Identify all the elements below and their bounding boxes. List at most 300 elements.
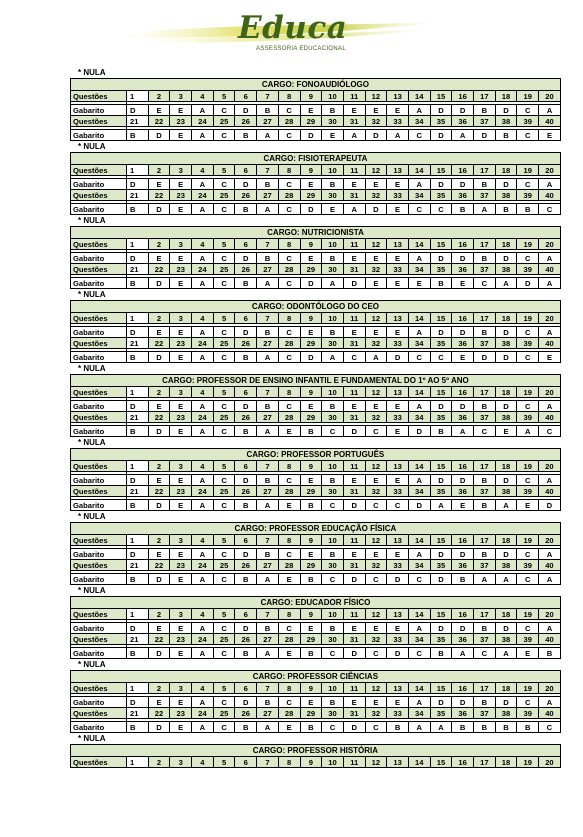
- answer-letter: A: [539, 401, 561, 412]
- answer-letter: A: [539, 278, 561, 289]
- answer-letter: C: [517, 574, 539, 585]
- answer-letter: E: [539, 130, 561, 141]
- question-number: 18: [495, 535, 517, 546]
- answers-row: [71, 623, 561, 634]
- answer-letter: C: [322, 722, 344, 733]
- answer-letter: A: [408, 722, 430, 733]
- answer-letter: A: [192, 401, 214, 412]
- question-number: 31: [343, 560, 365, 571]
- question-number: 22: [148, 634, 170, 645]
- question-number: 29: [300, 486, 322, 497]
- question-number: 13: [387, 313, 409, 324]
- question-number: 20: [539, 683, 561, 694]
- answer-letter: B: [257, 697, 279, 708]
- question-number: 10: [322, 239, 344, 250]
- answer-letter: A: [408, 475, 430, 486]
- answer-letter: E: [300, 697, 322, 708]
- question-number: 39: [517, 264, 539, 275]
- question-number: 14: [408, 165, 430, 176]
- question-number: 9: [300, 683, 322, 694]
- gabarito-label: Gabarito: [71, 500, 127, 511]
- answer-letter: A: [408, 549, 430, 560]
- question-number: 6: [235, 239, 257, 250]
- question-number: 20: [539, 91, 561, 102]
- answer-letter: D: [452, 475, 474, 486]
- question-number: 23: [170, 264, 192, 275]
- question-number: 11: [343, 165, 365, 176]
- answer-letter: E: [278, 722, 300, 733]
- question-number: 10: [322, 683, 344, 694]
- question-number: 16: [452, 461, 474, 472]
- answer-letter: C: [517, 549, 539, 560]
- question-number: 15: [430, 239, 452, 250]
- question-number: 20: [539, 461, 561, 472]
- question-number: 12: [365, 387, 387, 398]
- question-number: 22: [148, 116, 170, 127]
- question-number: 33: [387, 708, 409, 719]
- question-number: 6: [235, 387, 257, 398]
- answer-letter: E: [365, 549, 387, 560]
- answers-row: [71, 648, 561, 659]
- question-number: 14: [408, 239, 430, 250]
- question-number: 25: [213, 708, 235, 719]
- question-number: 37: [474, 412, 496, 423]
- gabarito-label: Gabarito: [71, 204, 127, 215]
- answer-letter: E: [300, 623, 322, 634]
- answer-letter: E: [170, 130, 192, 141]
- question-number: 12: [365, 165, 387, 176]
- answer-letter: C: [213, 475, 235, 486]
- question-number: 23: [170, 338, 192, 349]
- answer-letter: C: [213, 401, 235, 412]
- question-number: 19: [517, 91, 539, 102]
- question-number: 35: [430, 708, 452, 719]
- answer-letter: A: [192, 475, 214, 486]
- answer-letter: D: [452, 179, 474, 190]
- nula-note: * NULA: [78, 68, 106, 77]
- question-number: 9: [300, 91, 322, 102]
- answer-letter: D: [343, 574, 365, 585]
- question-number: 27: [257, 486, 279, 497]
- answer-key-table: [70, 300, 561, 363]
- question-number: 34: [408, 560, 430, 571]
- question-number: 24: [192, 486, 214, 497]
- section-title: CARGO: PROFESSOR HISTÓRIA: [71, 745, 561, 757]
- question-number: 19: [517, 387, 539, 398]
- question-number: 33: [387, 190, 409, 201]
- answer-letter: D: [235, 105, 257, 116]
- nula-note: * NULA: [78, 660, 106, 669]
- questions-row: [71, 116, 561, 127]
- answer-letter: B: [495, 722, 517, 733]
- question-number: 4: [192, 461, 214, 472]
- answer-letter: E: [148, 327, 170, 338]
- answer-letter: B: [322, 253, 344, 264]
- answer-letter: A: [387, 130, 409, 141]
- gabarito-label: Gabarito: [71, 549, 127, 560]
- question-number: 20: [539, 387, 561, 398]
- answer-letter: D: [235, 253, 257, 264]
- answer-letter: A: [192, 549, 214, 560]
- answer-letter: A: [257, 648, 279, 659]
- question-number: 39: [517, 190, 539, 201]
- answer-letter: D: [495, 623, 517, 634]
- answer-letter: A: [192, 623, 214, 634]
- answer-letter: B: [474, 722, 496, 733]
- answer-letter: D: [495, 697, 517, 708]
- question-number: 31: [343, 486, 365, 497]
- question-number: 36: [452, 190, 474, 201]
- gabarito-label: Gabarito: [71, 623, 127, 634]
- answer-letter: E: [387, 253, 409, 264]
- answer-letter: A: [539, 179, 561, 190]
- answer-letter: D: [387, 648, 409, 659]
- questoes-label: Questões: [71, 264, 127, 275]
- question-number: 2: [148, 609, 170, 620]
- answer-letter: A: [539, 327, 561, 338]
- answer-letter: A: [474, 574, 496, 585]
- answer-letter: B: [495, 204, 517, 215]
- answer-letter: C: [539, 426, 561, 437]
- question-number: 3: [170, 239, 192, 250]
- answer-letter: A: [408, 253, 430, 264]
- question-number: 39: [517, 708, 539, 719]
- question-number: 3: [170, 91, 192, 102]
- question-number: 3: [170, 387, 192, 398]
- answer-letter: E: [539, 352, 561, 363]
- question-number: 40: [539, 486, 561, 497]
- answer-letter: E: [365, 278, 387, 289]
- answer-letter: C: [539, 722, 561, 733]
- question-number: 24: [192, 634, 214, 645]
- question-number: 22: [148, 560, 170, 571]
- question-number: 39: [517, 634, 539, 645]
- question-number: 30: [322, 560, 344, 571]
- answer-letter: C: [278, 253, 300, 264]
- gabarito-label: Gabarito: [71, 401, 127, 412]
- answer-letter: D: [365, 130, 387, 141]
- answer-letter: A: [408, 697, 430, 708]
- nula-note: * NULA: [78, 438, 106, 447]
- answer-letter: D: [300, 130, 322, 141]
- questoes-label: Questões: [71, 708, 127, 719]
- answer-letter: D: [127, 327, 149, 338]
- question-number: 36: [452, 264, 474, 275]
- answer-letter: E: [343, 401, 365, 412]
- answer-letter: C: [213, 352, 235, 363]
- answer-letter: B: [127, 648, 149, 659]
- answer-letter: C: [408, 204, 430, 215]
- questoes-label: Questões: [71, 486, 127, 497]
- question-number: 23: [170, 116, 192, 127]
- question-number: 11: [343, 461, 365, 472]
- answer-letter: D: [495, 549, 517, 560]
- answer-letter: D: [452, 623, 474, 634]
- question-number: 34: [408, 412, 430, 423]
- answer-letter: D: [539, 500, 561, 511]
- answer-letter: C: [278, 475, 300, 486]
- question-number: 1: [127, 757, 149, 768]
- section-title: CARGO: NUTRICIONISTA: [71, 227, 561, 239]
- answer-letter: B: [235, 574, 257, 585]
- answer-letter: E: [148, 549, 170, 560]
- question-number: 25: [213, 412, 235, 423]
- question-number: 33: [387, 560, 409, 571]
- answer-letter: B: [474, 253, 496, 264]
- question-number: 31: [343, 634, 365, 645]
- question-number: 23: [170, 412, 192, 423]
- answer-letter: D: [148, 574, 170, 585]
- answer-letter: C: [408, 574, 430, 585]
- answer-letter: C: [213, 179, 235, 190]
- question-number: 17: [474, 91, 496, 102]
- question-number: 33: [387, 116, 409, 127]
- gabarito-label: Gabarito: [71, 648, 127, 659]
- answer-letter: A: [192, 574, 214, 585]
- answer-key-table: [70, 78, 561, 141]
- answers-row: [71, 574, 561, 585]
- answer-letter: C: [213, 500, 235, 511]
- answer-letter: D: [408, 426, 430, 437]
- question-number: 27: [257, 264, 279, 275]
- question-number: 27: [257, 634, 279, 645]
- question-number: 14: [408, 387, 430, 398]
- question-number: 16: [452, 757, 474, 768]
- question-number: 15: [430, 91, 452, 102]
- answer-letter: B: [474, 475, 496, 486]
- question-number: 15: [430, 683, 452, 694]
- answer-letter: B: [474, 500, 496, 511]
- question-number: 26: [235, 116, 257, 127]
- question-number: 14: [408, 609, 430, 620]
- section-title: CARGO: PROFESSOR PORTUGUÊS: [71, 449, 561, 461]
- questoes-label: Questões: [71, 412, 127, 423]
- answer-letter: A: [408, 327, 430, 338]
- answer-letter: A: [192, 179, 214, 190]
- question-number: 34: [408, 634, 430, 645]
- question-number: 30: [322, 338, 344, 349]
- question-number: 18: [495, 757, 517, 768]
- question-number: 26: [235, 634, 257, 645]
- question-number: 9: [300, 609, 322, 620]
- answer-letter: A: [192, 352, 214, 363]
- answer-letter: D: [430, 549, 452, 560]
- answer-letter: A: [365, 352, 387, 363]
- question-number: 5: [213, 535, 235, 546]
- answer-letter: D: [430, 105, 452, 116]
- answer-letter: E: [452, 500, 474, 511]
- question-number: 4: [192, 239, 214, 250]
- answers-row: [71, 327, 561, 338]
- question-number: 22: [148, 338, 170, 349]
- questoes-label: Questões: [71, 683, 127, 694]
- answer-letter: B: [430, 426, 452, 437]
- question-number: 7: [257, 239, 279, 250]
- question-number: 15: [430, 609, 452, 620]
- question-number: 4: [192, 91, 214, 102]
- question-number: 17: [474, 609, 496, 620]
- question-number: 37: [474, 116, 496, 127]
- answer-letter: E: [387, 426, 409, 437]
- gabarito-label: Gabarito: [71, 697, 127, 708]
- question-number: 11: [343, 387, 365, 398]
- nula-note: * NULA: [78, 216, 106, 225]
- answer-letter: D: [495, 352, 517, 363]
- answer-letter: B: [257, 549, 279, 560]
- question-number: 16: [452, 535, 474, 546]
- section-title: CARGO: PROFESSOR CIÊNCIAS: [71, 671, 561, 683]
- questoes-label: Questões: [71, 338, 127, 349]
- answer-letter: A: [257, 278, 279, 289]
- answer-letter: E: [343, 105, 365, 116]
- answer-letter: C: [322, 426, 344, 437]
- question-number: 5: [213, 239, 235, 250]
- answer-letter: E: [408, 278, 430, 289]
- question-number: 38: [495, 116, 517, 127]
- answer-letter: A: [192, 130, 214, 141]
- question-number: 29: [300, 264, 322, 275]
- answer-letter: E: [300, 105, 322, 116]
- question-number: 7: [257, 313, 279, 324]
- answer-letter: A: [539, 549, 561, 560]
- answer-letter: E: [300, 475, 322, 486]
- question-number: 27: [257, 708, 279, 719]
- answer-letter: B: [300, 500, 322, 511]
- answer-letter: A: [495, 278, 517, 289]
- question-number: 15: [430, 757, 452, 768]
- answer-letter: D: [495, 179, 517, 190]
- question-number: 40: [539, 264, 561, 275]
- question-number: 32: [365, 486, 387, 497]
- question-number: 4: [192, 757, 214, 768]
- answers-row: [71, 722, 561, 733]
- gabarito-label: Gabarito: [71, 179, 127, 190]
- question-number: 31: [343, 264, 365, 275]
- answer-letter: C: [517, 623, 539, 634]
- gabarito-label: Gabarito: [71, 327, 127, 338]
- answer-letter: C: [213, 327, 235, 338]
- answer-letter: E: [365, 253, 387, 264]
- section-title: CARGO: ODONTÓLOGO DO CEO: [71, 301, 561, 313]
- answer-letter: A: [257, 722, 279, 733]
- answer-key-table: [70, 374, 561, 437]
- question-number: 39: [517, 338, 539, 349]
- questions-row: [71, 757, 561, 768]
- question-number: 3: [170, 683, 192, 694]
- questions-row: [71, 239, 561, 250]
- answer-letter: E: [170, 253, 192, 264]
- questions-row: [71, 165, 561, 176]
- answer-letter: E: [452, 278, 474, 289]
- answer-letter: B: [452, 574, 474, 585]
- question-number: 2: [148, 461, 170, 472]
- question-number: 13: [387, 535, 409, 546]
- question-number: 16: [452, 165, 474, 176]
- question-number: 35: [430, 634, 452, 645]
- answer-letter: D: [127, 253, 149, 264]
- question-number: 11: [343, 609, 365, 620]
- answer-letter: C: [213, 648, 235, 659]
- answer-letter: B: [322, 327, 344, 338]
- answers-row: [71, 549, 561, 560]
- question-number: 20: [539, 239, 561, 250]
- question-number: 22: [148, 412, 170, 423]
- question-number: 37: [474, 486, 496, 497]
- question-number: 33: [387, 412, 409, 423]
- nula-note: * NULA: [78, 142, 106, 151]
- question-number: 37: [474, 560, 496, 571]
- question-number: 8: [278, 461, 300, 472]
- answer-letter: C: [365, 500, 387, 511]
- question-number: 35: [430, 560, 452, 571]
- answer-letter: B: [474, 401, 496, 412]
- question-number: 16: [452, 239, 474, 250]
- questions-row: [71, 683, 561, 694]
- question-number: 21: [127, 412, 149, 423]
- gabarito-label: Gabarito: [71, 105, 127, 116]
- questions-row: [71, 535, 561, 546]
- question-number: 40: [539, 560, 561, 571]
- answer-letter: A: [257, 352, 279, 363]
- question-number: 36: [452, 634, 474, 645]
- question-number: 18: [495, 683, 517, 694]
- answer-letter: D: [365, 204, 387, 215]
- question-number: 6: [235, 313, 257, 324]
- question-number: 11: [343, 683, 365, 694]
- answer-letter: D: [148, 722, 170, 733]
- answer-letter: B: [322, 697, 344, 708]
- question-number: 20: [539, 609, 561, 620]
- answer-letter: D: [452, 549, 474, 560]
- question-number: 5: [213, 609, 235, 620]
- answer-letter: B: [127, 352, 149, 363]
- question-number: 8: [278, 165, 300, 176]
- question-number: 5: [213, 91, 235, 102]
- answer-letter: D: [452, 253, 474, 264]
- question-number: 8: [278, 91, 300, 102]
- answer-letter: A: [257, 500, 279, 511]
- question-number: 30: [322, 264, 344, 275]
- question-number: 22: [148, 486, 170, 497]
- question-number: 8: [278, 609, 300, 620]
- answer-letter: E: [387, 475, 409, 486]
- question-number: 7: [257, 387, 279, 398]
- answer-letter: C: [213, 549, 235, 560]
- answer-letter: E: [387, 105, 409, 116]
- answer-letter: B: [127, 426, 149, 437]
- question-number: 26: [235, 486, 257, 497]
- answer-letter: A: [257, 574, 279, 585]
- question-number: 37: [474, 634, 496, 645]
- answer-letter: E: [343, 623, 365, 634]
- nula-note: * NULA: [78, 734, 106, 743]
- nula-note: * NULA: [78, 290, 106, 299]
- question-number: 33: [387, 634, 409, 645]
- questoes-label: Questões: [71, 190, 127, 201]
- question-number: 9: [300, 461, 322, 472]
- answer-letter: E: [343, 327, 365, 338]
- answer-letter: D: [387, 574, 409, 585]
- question-number: 2: [148, 387, 170, 398]
- question-number: 17: [474, 757, 496, 768]
- answer-letter: A: [343, 204, 365, 215]
- question-number: 28: [278, 264, 300, 275]
- gabarito-label: Gabarito: [71, 426, 127, 437]
- answer-letter: E: [278, 426, 300, 437]
- answer-letter: C: [213, 574, 235, 585]
- answer-letter: C: [213, 204, 235, 215]
- question-number: 20: [539, 757, 561, 768]
